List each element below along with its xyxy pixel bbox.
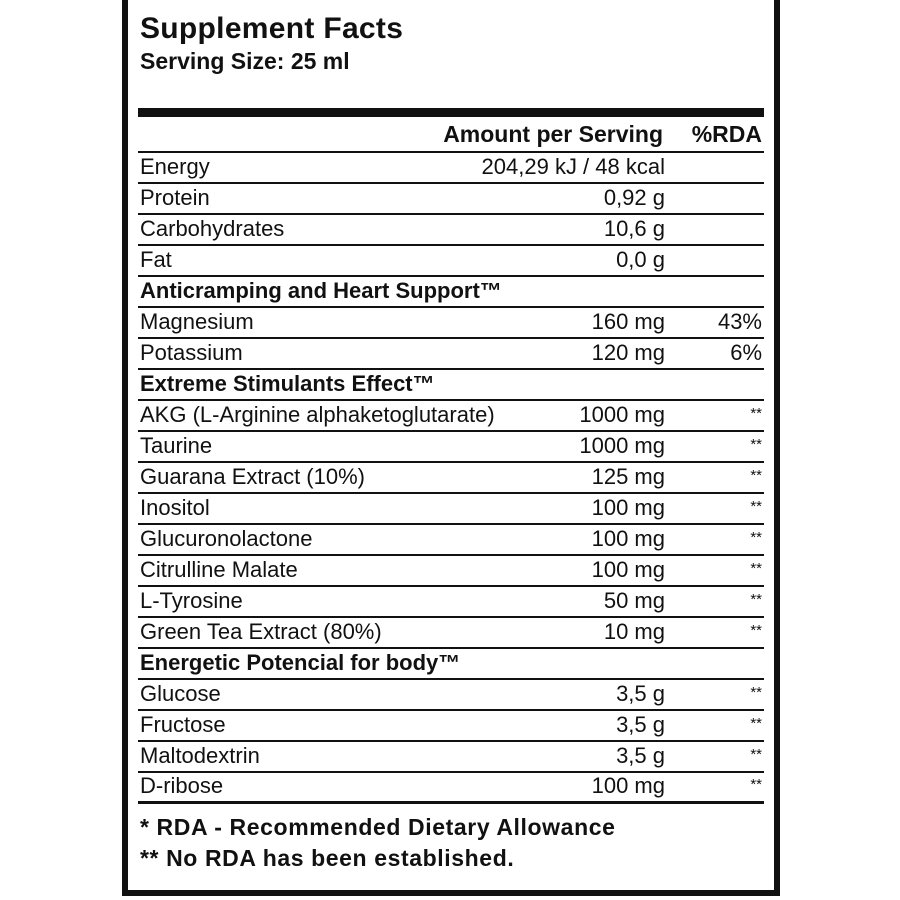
nutrient-name: Energy — [140, 154, 210, 179]
amount-per-serving: 1000 mg — [579, 402, 665, 427]
nutrient-name: Carbohydrates — [140, 216, 285, 241]
header-divider — [138, 108, 764, 117]
serving-size: Serving Size: 25 ml — [140, 48, 350, 74]
rda-percent: ** — [750, 436, 762, 453]
rda-percent: ** — [750, 467, 762, 484]
amount-per-serving: 100 mg — [591, 495, 665, 520]
rda-percent: ** — [750, 715, 762, 732]
amount-per-serving: 0,0 g — [616, 247, 665, 272]
table-row — [138, 153, 764, 184]
amount-per-serving: 204,29 kJ / 48 kcal — [481, 154, 665, 179]
nutrient-name: Potassium — [140, 340, 243, 365]
table-row — [138, 742, 764, 773]
table-row — [138, 587, 764, 618]
footnotes — [140, 812, 616, 874]
amount-per-serving: 160 mg — [591, 309, 665, 334]
amount-per-serving: 125 mg — [591, 464, 665, 489]
rda-percent: 6% — [730, 340, 762, 365]
table-row — [138, 711, 764, 742]
nutrient-name: Citrulline Malate — [140, 557, 298, 582]
nutrient-name: L-Tyrosine — [140, 588, 243, 613]
nutrient-name: Glucose — [140, 681, 221, 706]
table-header-row — [138, 117, 764, 153]
table-row — [138, 246, 764, 277]
nutrient-name: D-ribose — [140, 773, 224, 798]
table-row — [138, 184, 764, 215]
amount-per-serving: 1000 mg — [579, 433, 665, 458]
nutrient-name: Inositol — [140, 495, 210, 520]
section-header-row — [138, 370, 764, 401]
facts-table — [138, 117, 764, 804]
rda-percent: ** — [750, 622, 762, 639]
section-header-row — [138, 277, 764, 308]
nutrient-name: Maltodextrin — [140, 743, 260, 768]
table-row — [138, 680, 764, 711]
footnote-no-rda: ** No RDA has been established. — [140, 845, 515, 871]
amount-per-serving: 10,6 g — [603, 216, 665, 241]
rda-percent: ** — [750, 529, 762, 546]
table-row — [138, 463, 764, 494]
table-row — [138, 494, 764, 525]
section-header-row — [138, 649, 764, 680]
amount-per-serving: 3,5 g — [616, 712, 665, 737]
section-title: Extreme Stimulants Effect™ — [140, 371, 435, 396]
amount-per-serving: 100 mg — [591, 526, 665, 551]
rda-percent: ** — [750, 776, 762, 793]
rda-percent: ** — [750, 684, 762, 701]
table-row — [138, 556, 764, 587]
rda-percent: ** — [750, 405, 762, 422]
table-row — [138, 618, 764, 649]
nutrient-name: Green Tea Extract (80%) — [140, 619, 382, 644]
amount-per-serving: 0,92 g — [603, 185, 665, 210]
footnote-rda-definition: * RDA - Recommended Dietary Allowance — [140, 814, 616, 840]
supplement-facts-label — [122, 0, 780, 896]
amount-per-serving: 100 mg — [591, 557, 665, 582]
amount-per-serving: 120 mg — [591, 340, 665, 365]
table-row — [138, 525, 764, 556]
rda-percent: 43% — [717, 309, 762, 334]
amount-per-serving: 3,5 g — [616, 681, 665, 706]
table-row — [138, 432, 764, 463]
nutrient-name: Magnesium — [140, 309, 254, 334]
section-title: Anticramping and Heart Support™ — [140, 278, 502, 303]
amount-per-serving: 3,5 g — [616, 743, 665, 768]
label-title: Supplement Facts — [140, 12, 404, 45]
amount-per-serving: 10 mg — [603, 619, 665, 644]
nutrient-name: Protein — [140, 185, 210, 210]
section-title: Energetic Potencial for body™ — [140, 650, 461, 675]
table-row — [138, 401, 764, 432]
amount-column-header: Amount per Serving — [443, 121, 663, 147]
table-row — [138, 339, 764, 370]
amount-per-serving: 100 mg — [591, 773, 665, 798]
rda-percent: ** — [750, 591, 762, 608]
nutrient-name: Guarana Extract (10%) — [140, 464, 365, 489]
table-row — [138, 308, 764, 339]
nutrient-name: Glucuronolactone — [140, 526, 313, 551]
rda-percent: ** — [750, 498, 762, 515]
amount-per-serving: 50 mg — [603, 588, 665, 613]
nutrient-name: AKG (L-Arginine alphaketoglutarate) — [140, 402, 495, 427]
nutrient-name: Fat — [140, 247, 172, 272]
table-row — [138, 773, 764, 804]
nutrient-name: Taurine — [140, 433, 213, 458]
rda-percent: ** — [750, 746, 762, 763]
rda-column-header: %RDA — [691, 121, 762, 147]
nutrient-name: Fructose — [140, 712, 226, 737]
table-row — [138, 215, 764, 246]
rda-percent: ** — [750, 560, 762, 577]
